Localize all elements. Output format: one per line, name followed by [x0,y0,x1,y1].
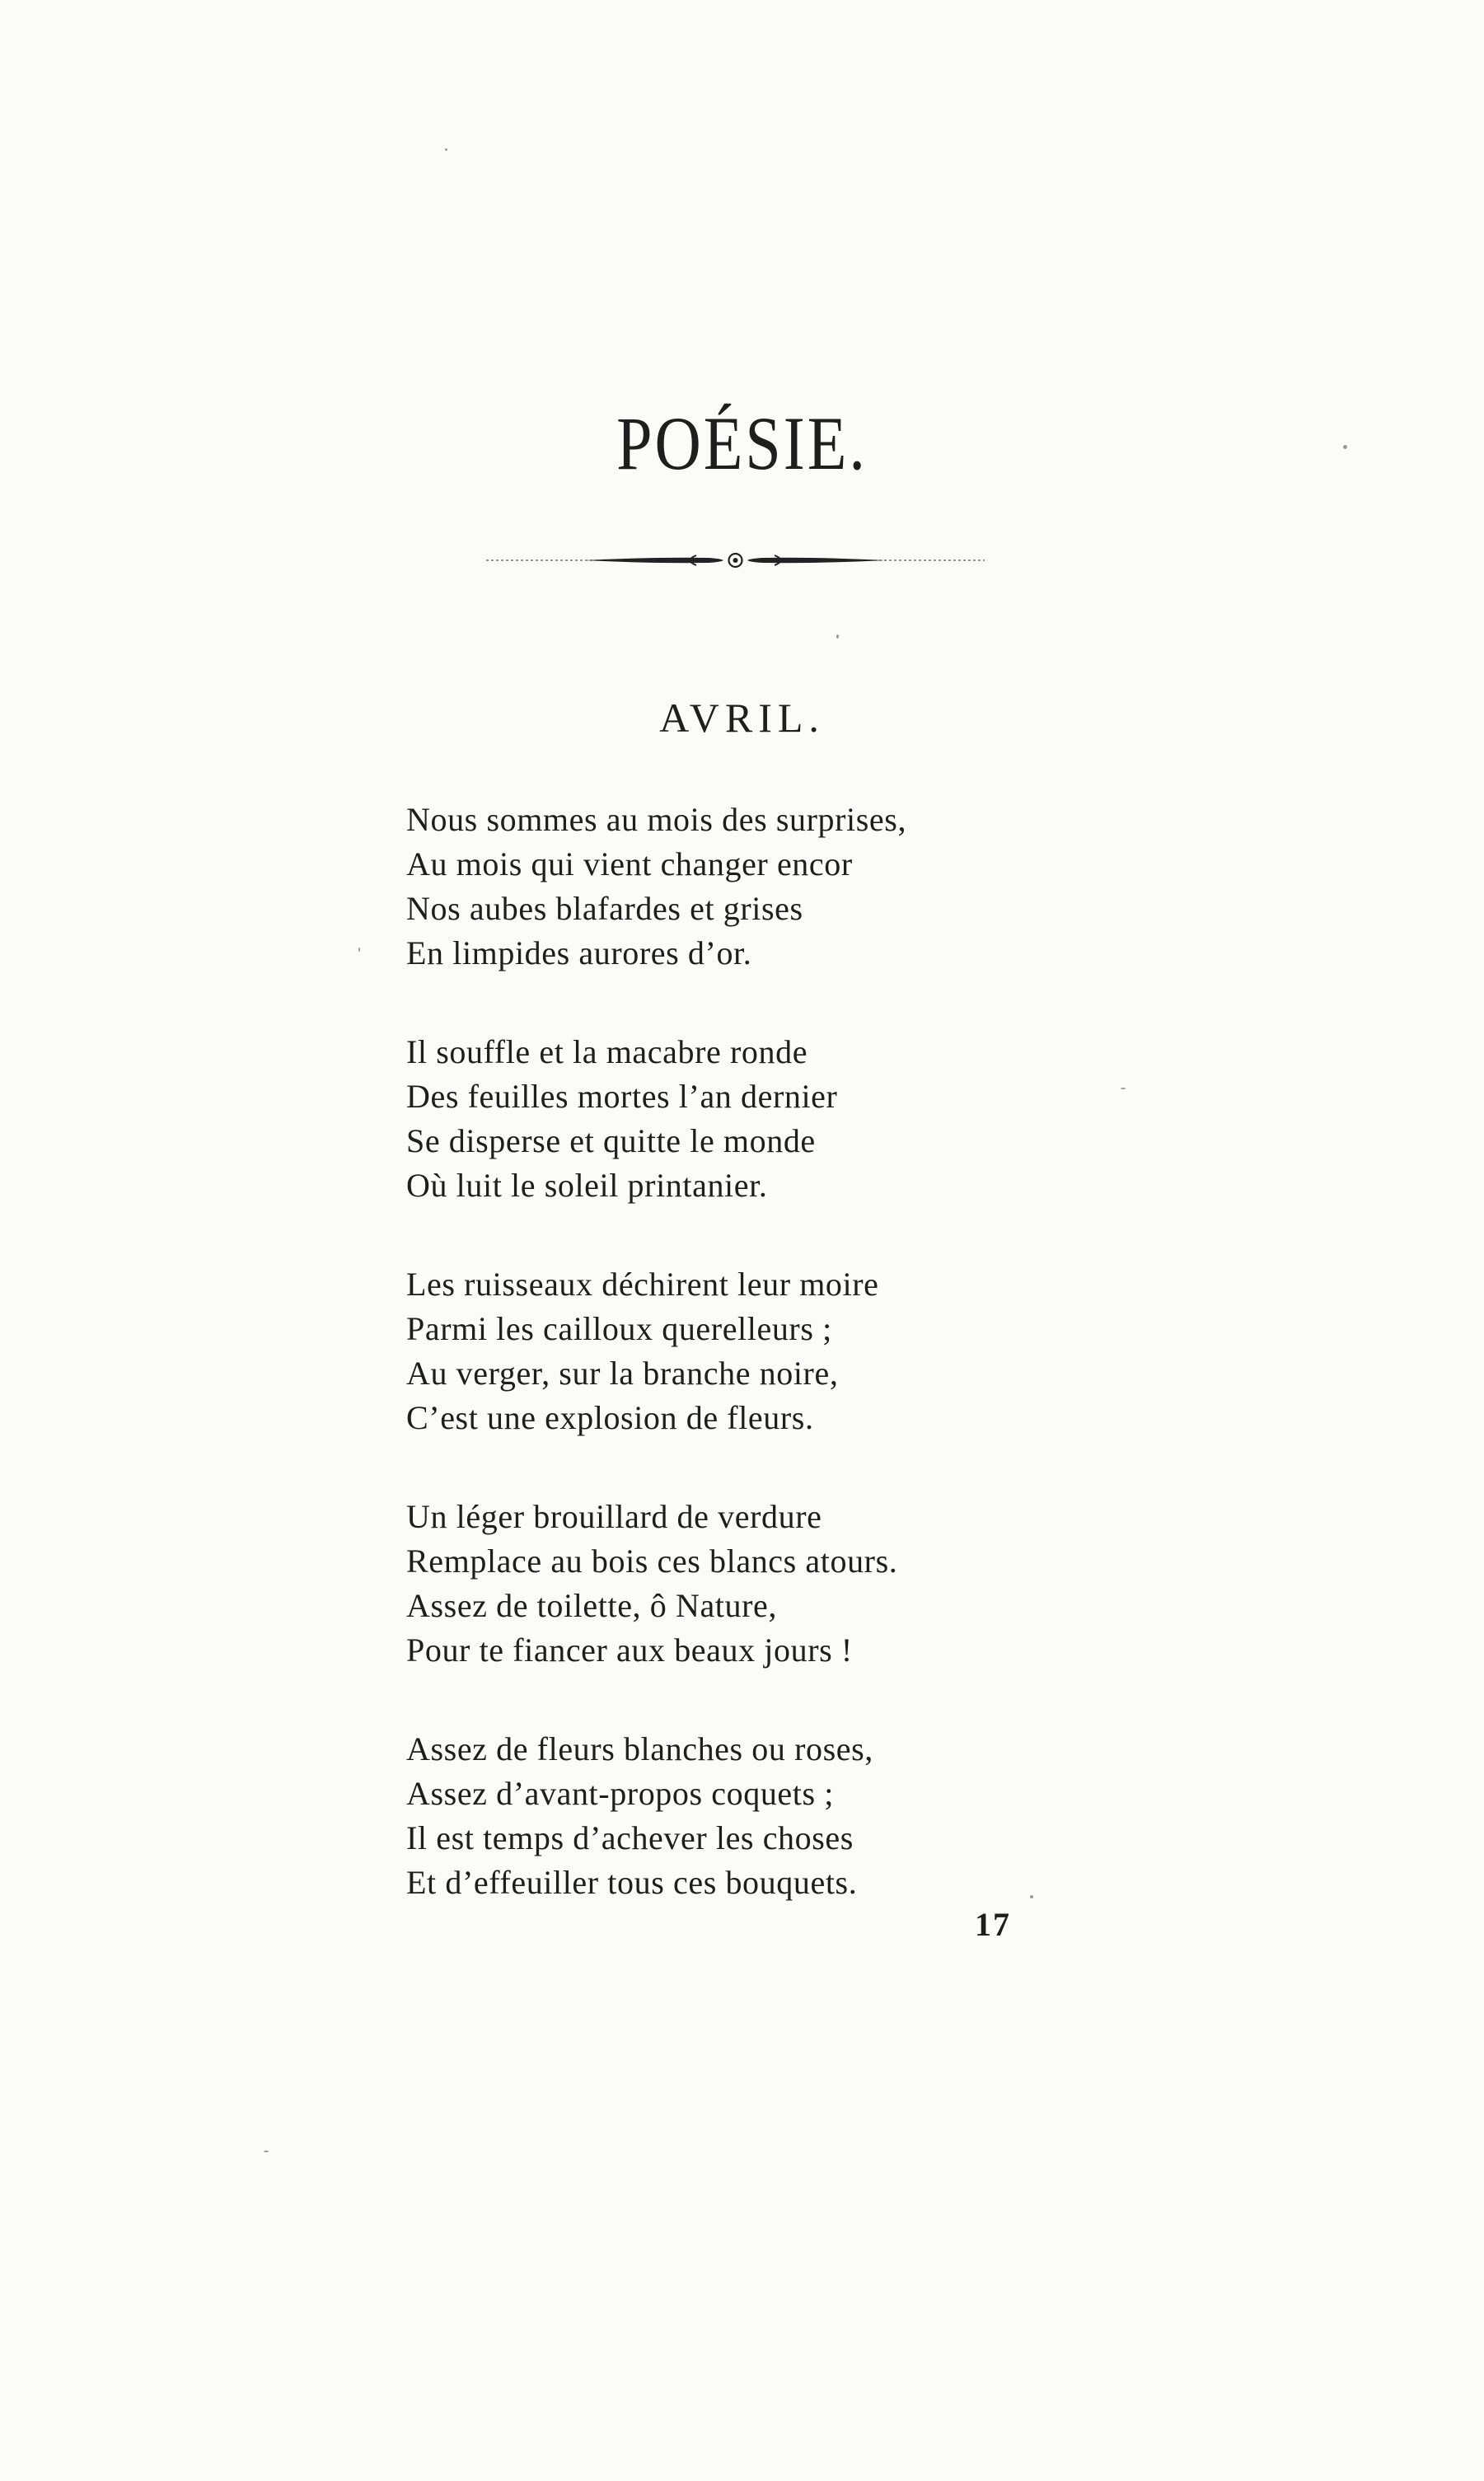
paper-speck [1121,1088,1126,1089]
verse-line: Il est temps d’achever les choses [406,1819,854,1856]
verse-line: Où luit le soleil printanier. [406,1167,768,1204]
paper-speck [1343,445,1347,449]
verse-line: Nous sommes au mois des surprises, [406,801,907,838]
paper-speck [1030,1895,1033,1898]
verse-line: Assez de fleurs blanches ou roses, [406,1730,873,1767]
verse-line: Et d’effeuiller tous ces bouquets. [406,1864,858,1901]
verse-line: Des feuilles mortes l’an dernier [406,1078,838,1115]
paper-speck [445,148,447,151]
paper-speck [264,2151,269,2152]
stanza [406,1495,1065,1673]
verse-line: Les ruisseaux déchirent leur moire [406,1266,879,1303]
verse-line: Parmi les cailloux querelleurs ; [406,1310,832,1347]
verse-line: C’est une explosion de fleurs. [406,1399,814,1436]
verse-line: Nos aubes blafardes et grises [406,890,803,927]
verse-line: Assez de toilette, ô Nature, [406,1587,777,1624]
paper-speck [358,948,360,952]
paper-speck [836,634,839,639]
verse-line: Pour te fiancer aux beaux jours ! [406,1631,853,1669]
section-title: POÉSIE. [616,400,868,485]
verse-line: Au verger, sur la branche noire, [406,1355,839,1392]
stanza [406,1030,1065,1208]
verse-line: Se disperse et quitte le monde [406,1122,816,1159]
verse-line: Au mois qui vient changer encor [406,845,853,882]
poem-body [406,798,1065,1959]
verse-line: Remplace au bois ces blancs atours. [406,1542,898,1580]
stanza [406,798,1065,976]
poem-title: AVRIL. [659,695,825,741]
stanza [406,1262,1065,1440]
stanza [406,1727,1065,1905]
page-number: 17 [975,1906,1011,1943]
verse-line: Un léger brouillard de verdure [406,1498,822,1535]
verse-line: Il souffle et la macabre ronde [406,1033,808,1070]
verse-line: En limpides aurores d’or. [406,934,752,971]
scroll-divider-icon [486,548,985,573]
verse-line: Assez d’avant-propos coquets ; [406,1775,834,1812]
